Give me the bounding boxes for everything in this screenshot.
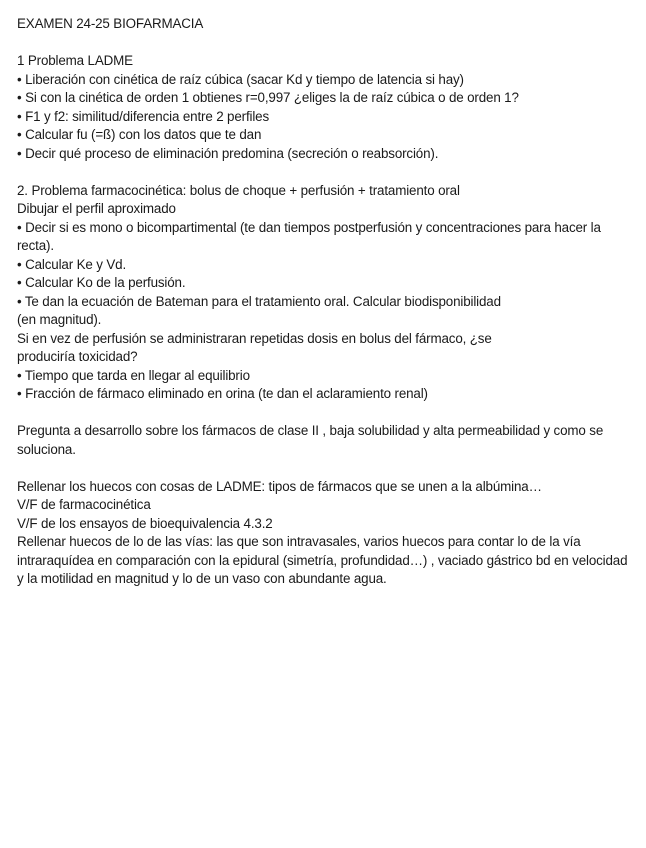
- list-item: • F1 y f2: similitud/diferencia entre 2 perfiles: [17, 108, 270, 124]
- section2-heading: 2. Problema farmacocinética: bolus de choque + perfusión + tratamiento oral: [17, 182, 460, 198]
- list-item: • Te dan la ecuación de Bateman para el tratamiento oral. Calcular biodisponibilidad: [17, 293, 501, 309]
- list-item: • Liberación con cinética de raíz cúbica (sacar Kd y tiempo de latencia si hay): [17, 71, 464, 87]
- paragraph-line: (en magnitud).: [17, 312, 102, 327]
- list-item: • Fracción de fármaco eliminado en orina (te dan el aclaramiento renal): [17, 386, 428, 401]
- section1-heading: 1 Problema LADME: [17, 53, 133, 68]
- list-item: • Decir qué proceso de eliminación predomina (secreción o reabsorción).: [17, 145, 439, 161]
- spacer: [17, 34, 633, 53]
- spacer: [17, 163, 633, 182]
- paragraph-line: V/F de los ensayos de bioequivalencia 4.3.2: [17, 515, 273, 531]
- section3-paragraph: Pregunta a desarrollo sobre los fármacos de clase II , baja solubilidad y alta permeabilidad y como se soluciona.: [17, 423, 604, 457]
- list-item: • Si con la cinética de orden 1 obtienes r=0,997 ¿eliges la de raíz cúbica o de orden 1?: [17, 90, 519, 105]
- paragraph-line: Rellenar huecos de lo de las vías: las que son intravasales, varios huecos para contar lo de la vía intraraquídea en comparación con la epidural (simetría, profundidad…) , vaciado gástrico bd en velocidad y la motilidad en magnitud y lo de un vaso con abundante agua.: [17, 534, 628, 586]
- document-page: [17, 15, 633, 589]
- paragraph-line: Si en vez de perfusión se administraran repetidas dosis en bolus del fármaco, ¿se: [17, 330, 492, 346]
- list-item: • Calcular Ko de la perfusión.: [17, 275, 186, 290]
- paragraph-line: Dibujar el perfil aproximado: [17, 201, 176, 216]
- document-title: EXAMEN 24-25 BIOFARMACIA: [17, 16, 204, 31]
- list-item: • Tiempo que tarda en llegar al equilibrio: [17, 367, 250, 383]
- paragraph-line: V/F de farmacocinética: [17, 497, 151, 512]
- paragraph-line: produciría toxicidad?: [17, 349, 138, 364]
- spacer: [17, 404, 633, 423]
- list-item: • Calcular Ke y Vd.: [17, 256, 127, 272]
- list-item: • Decir si es mono o bicompartimental (te dan tiempos postperfusión y concentraciones para hacer la recta).: [17, 219, 601, 253]
- list-item: • Calcular fu (=ß) con los datos que te dan: [17, 127, 262, 142]
- spacer: [17, 459, 633, 478]
- paragraph-line: Rellenar los huecos con cosas de LADME: tipos de fármacos que se unen a la albúmina…: [17, 478, 542, 494]
